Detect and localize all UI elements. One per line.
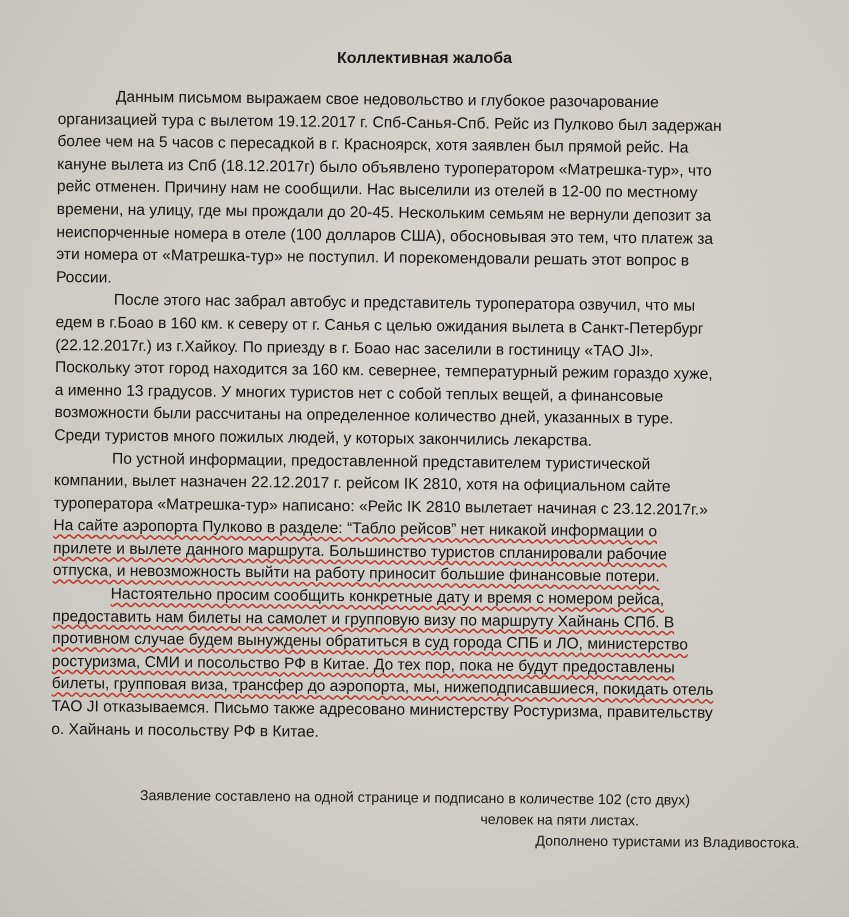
- text-line: эти номера от «Матрешка-тур» не поступил. И порекомендовали решать этот вопрос в: [56, 246, 690, 270]
- text-line: билеты, групповая виза, трансфер до аэропорта, мы, нижеподписавшиеся, покидать отель: [51, 675, 714, 700]
- text-line: Данным письмом выражаем свое недовольство и глубокое разочарование: [115, 88, 660, 112]
- text-line: рейс отменен. Причину нам не сообщили. Нас выселили из отелей в 12-00 по местному: [56, 178, 698, 203]
- text-line: организацией тура с вылетом 19.12.2017 г. Спб-Санья-Спб. Рейс из Пулково был задержан: [57, 110, 722, 135]
- text-line: По устной информации, предоставленной представителем туристической: [112, 450, 651, 473]
- paragraph-2: [54, 289, 816, 455]
- text-line: неиспорченные номера в отеле (100 долларов США), обосновывая это тем, что платеж за: [56, 223, 714, 248]
- document-title: Коллективная жалоба: [337, 50, 512, 67]
- closing-line: Дополнено туристами из Владивостока.: [535, 833, 800, 852]
- paragraph-1: [56, 86, 818, 297]
- closing-line: человек на пяти листах.: [480, 811, 640, 830]
- text-line: ростуризма, СМИ и посольство РФ в Китае. До тех пор, пока не будут предоставлены: [51, 652, 675, 677]
- text-line: Поскольку этот город находится за 160 км. севернее, температурный режим гораздо хуже,: [54, 359, 713, 383]
- text-line: На сайте аэропорта Пулково в разделе: “Табло рейсов” нет никакой информации о: [53, 517, 658, 541]
- text-line: отпуска, и невозможность выйти на работу приносит большие финансовые потери.: [52, 562, 660, 586]
- document-body: [51, 86, 818, 749]
- text-line: более чем на 5 часов с пересадкой в г. Красноярск, хотя заявлен был прямой рейс. На: [57, 133, 689, 157]
- text-line: едем в г.Боао в 160 км. к северу от г. Санья с целью ожидания вылета в Санкт-Петербург: [55, 313, 704, 338]
- text-line: возможности были рассчитаны на определенное количество дней, указанных в туре.: [54, 404, 674, 428]
- paragraph-4: [51, 583, 813, 749]
- text-line: о. Хайнань и посольству РФ в Китае.: [51, 720, 319, 741]
- text-line: Настоятельно просим сообщить конкретные дату и время с номером рейса,: [110, 585, 665, 609]
- text-line: кануне вылета из Спб (18.12.2017г) было объявлено туроператором «Матрешка-тур», что: [57, 155, 712, 180]
- text-line: После этого нас забрал автобус и представитель туроператора озвучил, что мы: [113, 291, 696, 316]
- text-line: времени, на улицу, где мы прождали до 20-45. Нескольким семьям не вернули депозит за: [56, 200, 712, 225]
- text-line: противном случае будем вынуждены обратиться в суд города СПБ и ЛО, министерство: [52, 630, 689, 654]
- text-line: предоставить нам билеты на самолет и групповую визу по маршруту Хайнань СПб. В: [52, 607, 675, 632]
- closing-line: Заявление составлено на одной странице и подписано в количестве 102 (сто двух): [139, 787, 691, 809]
- text-line: (22.12.2017г.) из г.Хайкоу. По приезду в г. Боао нас заселили в гостиницу «TAO JI».: [55, 336, 654, 360]
- paragraph-3: [53, 447, 814, 591]
- closing-statement: [139, 786, 800, 855]
- text-line: прилете и вылете данного маршрута. Большинство туристов спланировали рабочие: [53, 539, 667, 564]
- text-line: TAO JI отказываемся. Письмо также адресовано министерству Ростуризма, правительству: [51, 697, 713, 722]
- text-line: компании, вылет назначен 22.12.2017 г. рейсом IK 2810, хотя на официальном сайте: [53, 472, 671, 496]
- text-line: а именно 13 градусов. У многих туристов нет с собой теплых вещей, а финансовые: [54, 381, 664, 406]
- text-line: туроператора «Матрешка-тур» написано: «Рейс IK 2810 вылетает начиная с 23.12.2017г.»: [53, 494, 708, 519]
- text-line: Среди туристов много пожилых людей, у которых закончились лекарства.: [54, 426, 593, 450]
- text-line: России.: [55, 268, 112, 287]
